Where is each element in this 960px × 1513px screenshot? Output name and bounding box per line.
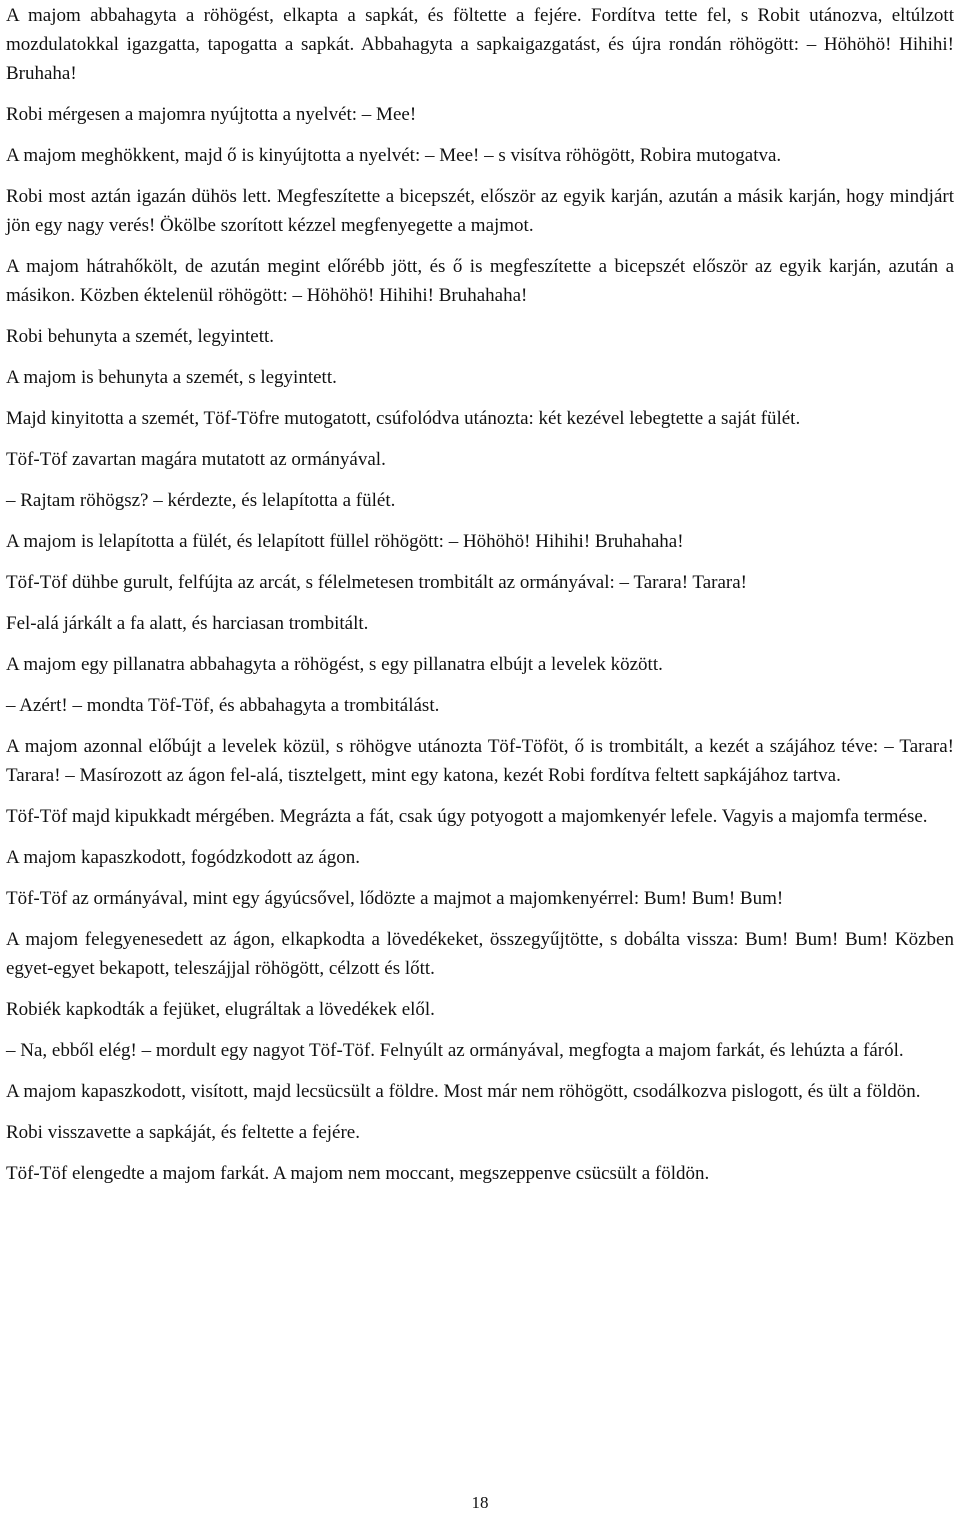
- paragraph-17: Töf-Töf majd kipukkadt mérgében. Megrázta a fát, csak úgy potyogott a majomkenyér lefele. Vagyis a majomfa termése.: [6, 806, 928, 827]
- paragraph-1: A majom abbahagyta a röhögést, elkapta a sapkát, és föltette a fejére. Fordítva tette fel, s Robit utánozva, eltúlzott mozdulatokkal igazgatta, tapogatta a sapkát. Abbahagyta a sapkaigazgatást, és újra rondán röhögött: – Höhöhö! Hihihi! Bruhaha!: [6, 5, 954, 84]
- paragraph-19: Töf-Töf az ormányával, mint egy ágyúcsővel, lődözte a majmot a majomkenyérrel: Bum! Bum! Bum!: [6, 888, 784, 909]
- paragraph-12: Töf-Töf dühbe gurult, felfújta az arcát, s félelmetesen trombitált az ormányával: – Tarara! Tarara!: [6, 572, 747, 593]
- paragraph-8: Majd kinyitotta a szemét, Töf-Töfre mutogatott, csúfolódva utánozta: két kezével lebegtette a saját fülét.: [6, 408, 801, 429]
- paragraph-4: Robi most aztán igazán dühös lett. Megfeszítette a bicepszét, először az egyik karján, azután a másik karján, hogy mindjárt jön egy nagy verés! Ökölbe szorított kézzel megfenyegette a majmot.: [6, 186, 954, 236]
- paragraph-14: A majom egy pillanatra abbahagyta a röhögést, s egy pillanatra elbújt a levelek között.: [6, 654, 663, 675]
- paragraph-20: A majom felegyenesedett az ágon, elkapkodta a lövedékeket, összegyűjtötte, s dobálta vissza: Bum! Bum! Bum! Közben egyet-egyet bekapott, teleszájjal röhögött, célzott és lőtt.: [6, 929, 954, 979]
- paragraph-13: Fel-alá járkált a fa alatt, és harciasan trombitált.: [6, 613, 369, 634]
- paragraph-15: – Azért! – mondta Töf-Töf, és abbahagyta a trombitálást.: [6, 695, 440, 716]
- page-number: 18: [471, 1493, 489, 1512]
- document-page: [6, 0, 954, 1513]
- paragraph-18: A majom kapaszkodott, fogódzkodott az ágon.: [6, 847, 361, 868]
- paragraph-24: Robi visszavette a sapkáját, és feltette a fejére.: [6, 1122, 360, 1143]
- paragraph-25: Töf-Töf elengedte a majom farkát. A majom nem moccant, megszeppenve csücsült a földön.: [6, 1163, 710, 1184]
- paragraph-9: Töf-Töf zavartan magára mutatott az ormányával.: [6, 449, 386, 470]
- paragraph-7: A majom is behunyta a szemét, s legyintett.: [6, 367, 337, 388]
- paragraph-2: Robi mérgesen a majomra nyújtotta a nyelvét: – Mee!: [6, 104, 417, 125]
- paragraph-6: Robi behunyta a szemét, legyintett.: [6, 326, 275, 347]
- paragraph-3: A majom meghökkent, majd ő is kinyújtotta a nyelvét: – Mee! – s visítva röhögött, Robira mutogatva.: [6, 145, 782, 166]
- paragraph-10: – Rajtam röhögsz? – kérdezte, és lelapította a fülét.: [6, 490, 396, 511]
- paragraph-16: A majom azonnal előbújt a levelek közül, s röhögve utánozta Töf-Töföt, ő is trombitált, a kezét a szájához téve: – Tarara! Tarara! – Masírozott az ágon fel-alá, tisztelgett, mint egy katona, kezét Robi fordítva feltett sapkájához tartva.: [6, 736, 954, 786]
- paragraph-11: A majom is lelapította a fülét, és lelapított füllel röhögött: – Höhöhö! Hihihi! Bruhahaha!: [6, 531, 684, 552]
- paragraph-5: A majom hátrahőkölt, de azután megint előrébb jött, és ő is megfeszítette a bicepszét először az egyik karján, azután a másikon. Közben éktelenül röhögött: – Höhöhö! Hihihi! Bruhahaha!: [6, 256, 954, 306]
- paragraph-23: A majom kapaszkodott, visított, majd lecsücsült a földre. Most már nem röhögött, csodálkozva pislogott, és ült a földön.: [6, 1081, 921, 1102]
- paragraph-21: Robiék kapkodták a fejüket, elugráltak a lövedékek elől.: [6, 999, 435, 1020]
- paragraph-22: – Na, ebből elég! – mordult egy nagyot Töf-Töf. Felnyúlt az ormányával, megfogta a majom farkát, és lehúzta a fáról.: [6, 1040, 904, 1061]
